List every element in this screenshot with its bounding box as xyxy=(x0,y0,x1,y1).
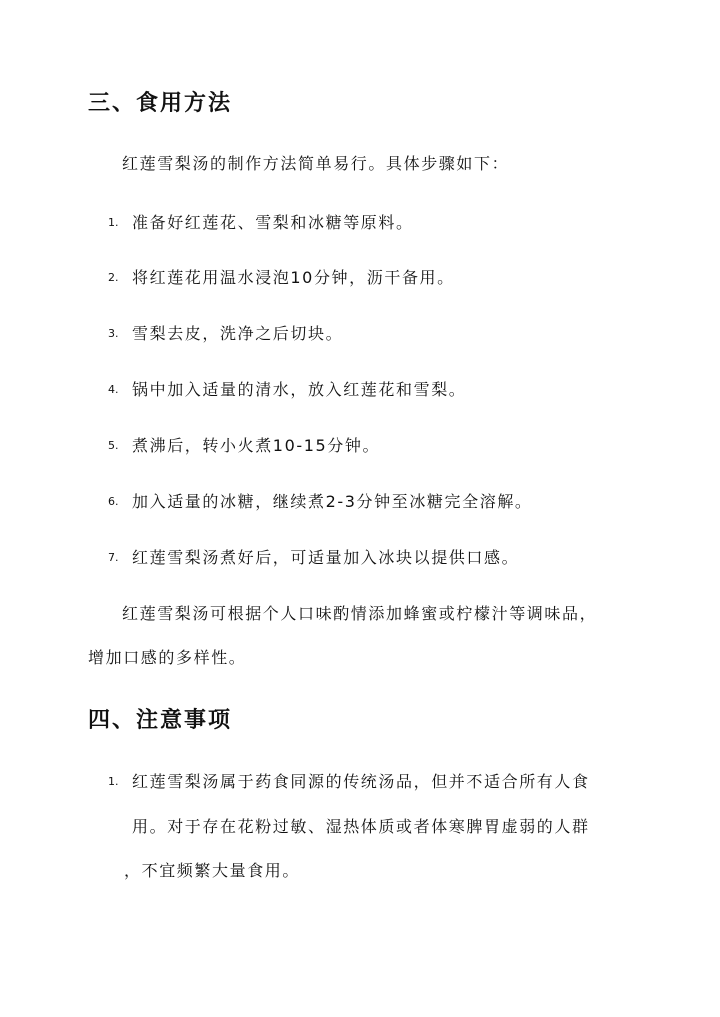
section-4-heading: 四、注意事项 xyxy=(88,707,233,733)
list-text: 红莲雪梨汤属于药食同源的传统汤品，但并不适合所有人食 xyxy=(132,772,590,791)
list-number: 5. xyxy=(108,439,119,452)
section-3-closing-line-1: 红莲雪梨汤可根据个人口味酌情添加蜂蜜或柠檬汁等调味品， xyxy=(122,604,598,623)
list-text: 锅中加入适量的清水，放入红莲花和雪梨。 xyxy=(132,380,467,399)
list-number: 1. xyxy=(108,775,119,788)
list-text: 准备好红莲花、雪梨和冰糖等原料。 xyxy=(132,213,414,232)
list-number: 7. xyxy=(108,551,119,564)
list-number: 1. xyxy=(108,216,119,229)
list-text: 红莲雪梨汤煮好后，可适量加入冰块以提供口感。 xyxy=(132,548,520,567)
list-number: 6. xyxy=(108,495,119,508)
list-number: 4. xyxy=(108,383,119,396)
list-text-continuation: ，不宜频繁大量食用。 xyxy=(124,861,301,880)
list-text: 将红莲花用温水浸泡10分钟，沥干备用。 xyxy=(132,268,455,287)
section-3-intro: 红莲雪梨汤的制作方法简单易行。具体步骤如下： xyxy=(122,154,510,173)
section-3-closing-line-2: 增加口感的多样性。 xyxy=(88,648,247,667)
list-number: 3. xyxy=(108,327,119,340)
section-3-heading: 三、食用方法 xyxy=(88,90,233,116)
list-text: 雪梨去皮，洗净之后切块。 xyxy=(132,324,344,343)
list-text: 煮沸后，转小火煮10-15分钟。 xyxy=(132,436,381,455)
list-text: 加入适量的冰糖，继续煮2-3分钟至冰糖完全溶解。 xyxy=(132,492,533,511)
list-text-continuation: 用。对于存在花粉过敏、湿热体质或者体寒脾胃虚弱的人群 xyxy=(132,817,590,836)
list-number: 2. xyxy=(108,271,119,284)
